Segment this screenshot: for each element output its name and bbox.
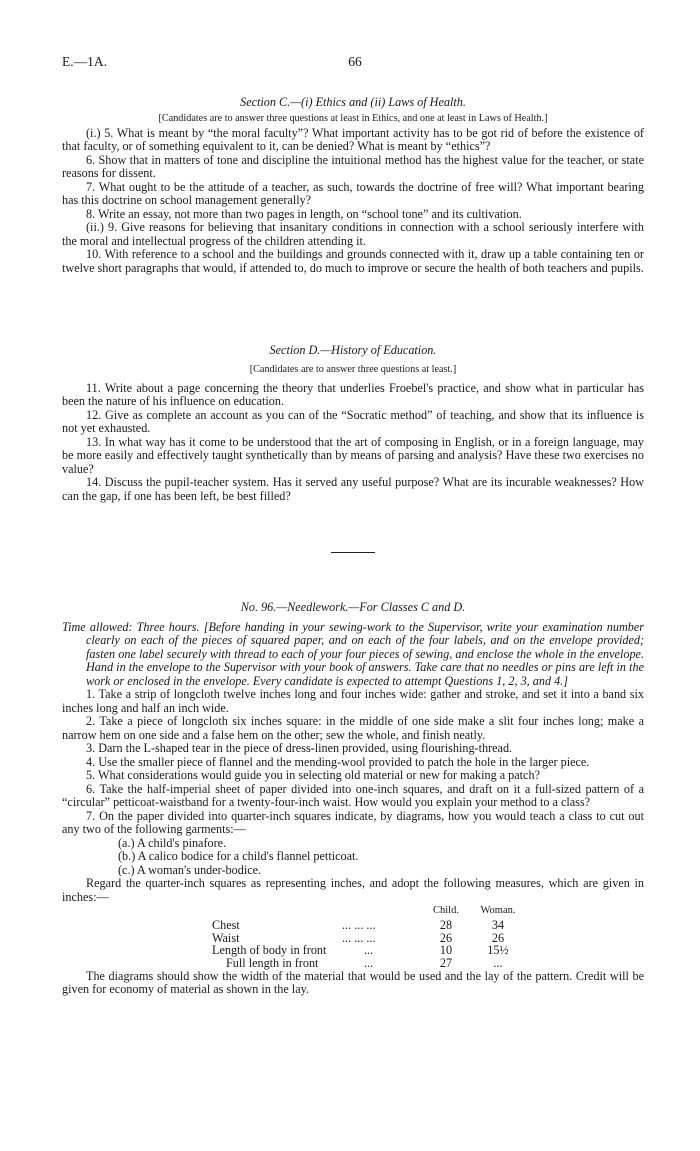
question-13: 13. In what way has it come to be understood that the art of composing in English, or in a foreign language, may be more easily and effectively taught synthetically than by means of parsing and analysis? Have these two exercises no value? bbox=[62, 434, 644, 476]
nw-question-7: 7. On the paper divided into quarter-inch squares indicate, by diagrams, how you would teach a class to cut out any two of the following garments:— bbox=[62, 808, 644, 836]
section-divider bbox=[62, 552, 644, 553]
section-c bbox=[62, 96, 644, 275]
garment-b: (b.) A calico bodice for a child's flannel petticoat. bbox=[118, 849, 359, 863]
needlework-questions bbox=[62, 688, 644, 904]
time-allowed: Time allowed: Three hours. bbox=[62, 619, 200, 634]
row-label: Full length in front bbox=[226, 956, 319, 971]
page-header bbox=[62, 54, 648, 70]
row-label: Waist bbox=[212, 930, 240, 945]
measures-table bbox=[212, 904, 524, 970]
section-d-title: Section D.—History of Education. bbox=[269, 343, 437, 357]
document-code: E.—1A. bbox=[62, 54, 107, 69]
needlework-title: No. 96.—Needlework.—For Classes C and D. bbox=[240, 600, 466, 614]
woman-value: ... bbox=[493, 956, 503, 971]
row-leader: ... bbox=[364, 943, 374, 958]
needlework-instructions bbox=[62, 621, 644, 689]
question-5: (i.) 5. What is meant by “the moral faculty”? What important activity has to be got rid of before the existence of that faculty, or of something equivalent to it, can be denied? What is meant by “ethics”? bbox=[62, 125, 644, 153]
question-14: 14. Discuss the pupil-teacher system. Has it served any useful purpose? What are its incurable weaknesses? How can the gap, if one has been left, be best filled? bbox=[62, 475, 644, 503]
row-leader: ... bbox=[364, 956, 374, 971]
divider-rule bbox=[331, 552, 375, 553]
woman-value: 26 bbox=[491, 930, 505, 945]
row-leader: ... ... ... bbox=[342, 930, 376, 945]
child-value: 27 bbox=[439, 956, 453, 971]
section-c-questions bbox=[62, 127, 644, 276]
col-woman: Woman. bbox=[480, 905, 516, 916]
section-c-note: [Candidates are to answer three questions at least in Ethics, and one at least in Laws of Health.] bbox=[158, 112, 548, 124]
col-child: Child. bbox=[433, 905, 459, 916]
child-value: 10 bbox=[439, 943, 453, 958]
question-9: (ii.) 9. Give reasons for believing that insanitary conditions in connection with a school seriously interfere with the moral and intellectual progress of the children attending it. bbox=[62, 220, 644, 248]
section-d-questions bbox=[62, 382, 644, 504]
nw-question-6: 6. Take the half-imperial sheet of paper divided into one-inch squares, and draft on it a full-sized pattern of a “circular” petticoat-waistband for a twenty-four-inch waist. How would you explain your method to a class? bbox=[62, 781, 644, 809]
section-c-title: Section C.—(i) Ethics and (ii) Laws of Health. bbox=[240, 95, 466, 109]
needlework-section bbox=[62, 601, 644, 997]
question-12: 12. Give as complete an account as you can of the “Socratic method” of teaching, and show that its influence is not yet exhausted. bbox=[62, 407, 644, 435]
instructions-text: [Before handing in your sewing-work to the Supervisor, write your examination number clearly on each of the pieces of squared paper, and on each of the four labels, and on the envelope provided; fasten one label securely with thread to each of your four pieces of sewing, and enclose the whole in the envelope. Hand in the envelope to the Supervisor with your book of answers. Take care that no needles or pins are left in the work or enclosed in the envelope. Every candidate is expected to attempt Questions 1, 2, 3, and 4.] bbox=[86, 619, 644, 688]
closing-paragraph: The diagrams should show the width of the material that would be used and the lay of the pattern. Credit will be given for economy of material as shown in the lay. bbox=[62, 968, 644, 997]
nw-question-1: 1. Take a strip of longcloth twelve inches long and four inches wide: gather and stroke, and set it into a band six inches long and half an inch wide. bbox=[62, 687, 644, 715]
page-number: 66 bbox=[348, 54, 362, 69]
nw-question-3: 3. Darn the L-shaped tear in the piece of dress-linen provided, using flourishing-thread. bbox=[86, 741, 513, 755]
nw-question-2: 2. Take a piece of longcloth six inches square: in the middle of one side make a slit four inches long; make a narrow hem on one side and a false hem on the other; sew the whole, and finish neatly. bbox=[62, 714, 644, 742]
woman-value: 34 bbox=[491, 917, 505, 932]
measures-header-row bbox=[212, 904, 524, 919]
woman-value: 15½ bbox=[487, 943, 509, 958]
nw-question-4: 4. Use the smaller piece of flannel and the mending-wool provided to patch the hole in the larger piece. bbox=[86, 754, 590, 769]
garment-a: (a.) A child's pinafore. bbox=[118, 835, 227, 850]
question-6: 6. Show that in matters of tone and discipline the intuitional method has the highest value for the teacher, or state reasons for dissent. bbox=[62, 152, 644, 180]
row-label: Chest bbox=[212, 917, 240, 932]
garment-c: (c.) A woman's under-bodice. bbox=[118, 862, 262, 877]
section-d bbox=[62, 344, 644, 503]
table-row bbox=[212, 919, 524, 932]
section-d-note: [Candidates are to answer three questions at least.] bbox=[249, 363, 457, 375]
child-value: 28 bbox=[439, 917, 453, 932]
question-7: 7. What ought to be the attitude of a teacher, as such, towards the doctrine of free will? What important bearing has this doctrine on school management generally? bbox=[62, 179, 644, 207]
row-label: Length of body in front bbox=[212, 943, 327, 958]
question-8: 8. Write an essay, not more than two pages in length, on “school tone” and its cultivation. bbox=[86, 206, 522, 221]
question-11: 11. Write about a page concerning the theory that underlies Froebel's practice, and show what in particular has been the nature of his influence on education. bbox=[62, 380, 644, 408]
question-10: 10. With reference to a school and the buildings and grounds connected with it, draw up a table containing ten or twelve short paragraphs that would, if attended to, do much to improve or secure the health of both teachers and pupils. bbox=[62, 247, 644, 275]
row-leader: ... ... ... bbox=[342, 917, 376, 932]
measures-intro: Regard the quarter-inch squares as representing inches, and adopt the following measures, which are given in inches:— bbox=[62, 876, 644, 904]
nw-question-5: 5. What considerations would guide you in selecting old material or new for making a patch? bbox=[86, 768, 540, 782]
child-value: 26 bbox=[439, 930, 453, 945]
